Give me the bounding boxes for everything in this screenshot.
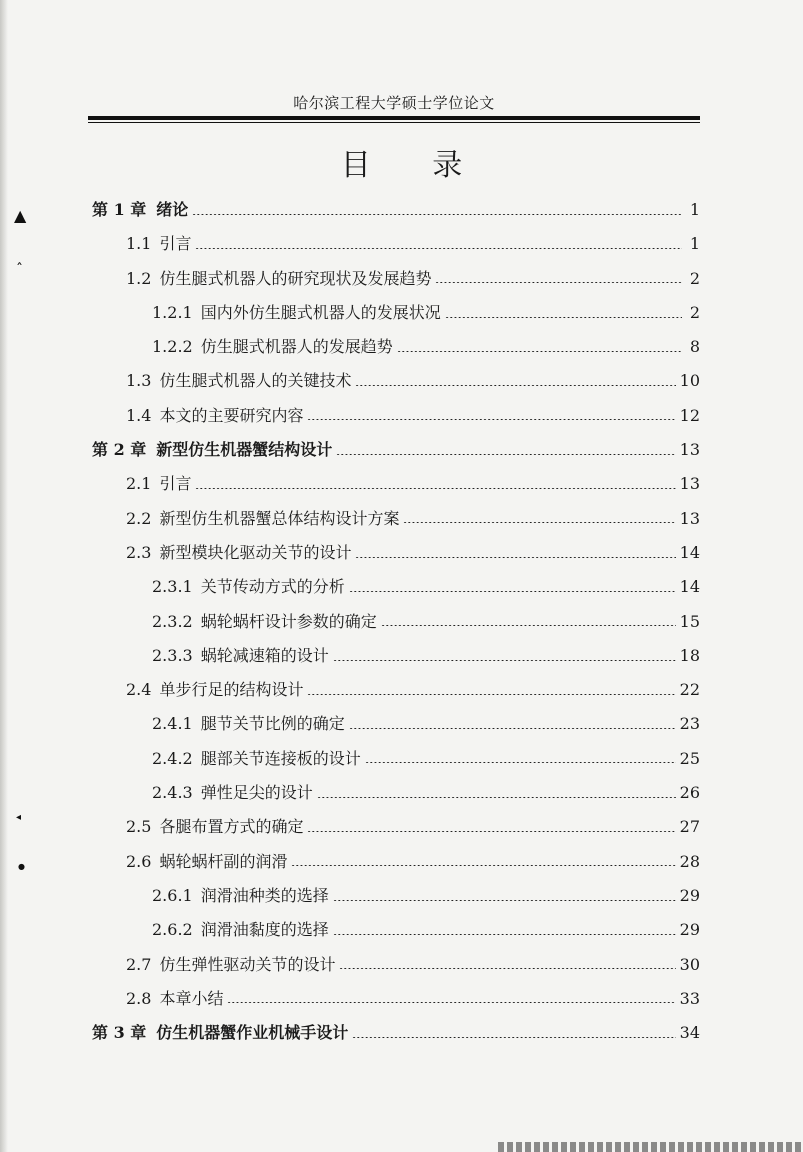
toc-entry-page: 14 [679,577,700,597]
toc-entry-title: 仿生腿式机器人的发展趋势 [200,337,393,357]
toc-entry-page: 28 [679,851,700,871]
toc-entry[interactable] [88,639,700,673]
toc-dot-leader [435,282,682,283]
toc-entry-title: 关节传动方式的分析 [200,577,345,597]
toc-dot-leader [192,214,682,215]
toc-entry-number: 1.3 [126,371,152,391]
toc-dot-leader [403,522,675,523]
toc-entry-page: 29 [679,885,700,905]
toc-entry-number: 2.4 [126,680,152,700]
toc-entry[interactable] [88,845,700,879]
toc-entry[interactable] [88,536,700,570]
toc-entry-number: 1.2.1 [152,302,193,322]
toc-entry-number: 1.4 [126,405,152,425]
toc-entry-number: 1.2.2 [152,337,193,357]
toc-entry-page: 29 [679,920,700,940]
toc-entry-page: 18 [679,645,700,665]
toc-dot-leader [333,660,676,661]
toc-entry-number: 第 3 章 [92,1023,147,1043]
toc-dot-leader [397,351,682,352]
toc-entry-title: 腿部关节连接板的设计 [200,748,361,768]
toc-entry-page: 2 [689,268,700,288]
toc-entry-page: 1 [689,234,700,254]
toc-entry-number: 2.7 [126,954,152,974]
toc-entry[interactable] [88,193,700,227]
toc-entry-title: 本章小结 [159,988,224,1008]
toc-entry[interactable] [88,262,700,296]
toc-entry-title: 仿生腿式机器人的关键技术 [159,371,352,391]
toc-entry-page: 10 [679,371,700,391]
toc-dot-leader [445,317,682,318]
toc-entry-number: 2.3.3 [152,645,193,665]
toc-entry-number: 第 1 章 [92,200,147,219]
header-rule-thin [88,122,700,123]
toc-dot-leader [381,625,676,626]
toc-entry-page: 13 [679,474,700,494]
toc-entry-title: 润滑油黏度的选择 [200,920,329,940]
toc-entry-number: 2.4.1 [152,714,193,734]
toc-entry-page: 27 [679,817,700,837]
toc-entry-page: 13 [679,508,700,528]
toc-entry-title: 弹性足尖的设计 [200,783,313,803]
toc-dot-leader [307,694,675,695]
toc-entry-title: 仿生机器蟹作业机械手设计 [156,1023,349,1043]
toc-entry[interactable] [88,605,700,639]
toc-entry-title: 润滑油种类的选择 [200,885,329,905]
toc-entry-title: 仿生腿式机器人的研究现状及发展趋势 [159,268,432,288]
toc-entry-title: 仿生弹性驱动关节的设计 [159,954,336,974]
header-rule-thick [88,116,700,120]
toc-dot-leader [195,488,675,489]
toc-dot-leader [339,968,675,969]
toc-entry-title: 绪论 [156,200,189,219]
toc-entry-number: 2.2 [126,508,152,528]
toc-title: 目 录 [340,148,489,183]
toc-entry-number: 2.4.3 [152,783,193,803]
toc-entry[interactable] [88,948,700,982]
toc-dot-leader [333,934,676,935]
scan-mark: ◂ [16,812,22,823]
toc-entry-page: 12 [679,405,700,425]
toc-entry-number: 2.3 [126,542,152,562]
toc-entry-title: 新型仿生机器蟹结构设计 [156,440,333,460]
toc-entry-page: 2 [689,302,700,322]
toc-entry-page: 1 [689,200,700,219]
toc-dot-leader [365,762,676,763]
scan-bottom-strip [498,1142,803,1152]
toc-entry-number: 2.4.2 [152,748,193,768]
toc-entry-title: 新型仿生机器蟹总体结构设计方案 [159,508,400,528]
toc-dot-leader [352,1037,675,1038]
toc-entry[interactable] [88,364,700,398]
toc-entry-page: 26 [679,783,700,803]
toc-entry[interactable] [88,810,700,844]
scan-mark: ● [18,862,25,871]
toc-entry-title: 引言 [159,474,192,494]
toc-entry-page: 33 [679,988,700,1008]
toc-entry[interactable] [88,879,700,913]
toc-entry-title: 单步行足的结构设计 [159,680,304,700]
running-header: 哈尔滨工程大学硕士学位论文 [293,94,495,112]
toc-entry-page: 25 [679,748,700,768]
scan-mark: ▲ [14,206,27,225]
table-of-contents [88,193,700,1050]
toc-entry-page: 23 [679,714,700,734]
toc-entry-number: 1.1 [126,234,152,254]
toc-entry[interactable] [88,399,700,433]
toc-dot-leader [291,865,675,866]
toc-dot-leader [317,797,676,798]
toc-entry[interactable] [88,776,700,810]
toc-entry-title: 蜗轮蜗杆副的润滑 [159,851,288,871]
toc-entry-number: 2.6.2 [152,920,193,940]
toc-dot-leader [349,591,676,592]
toc-entry-page: 15 [679,611,700,631]
toc-dot-leader [307,419,675,420]
toc-entry[interactable] [88,982,700,1016]
toc-entry-title: 蜗轮减速箱的设计 [200,645,329,665]
toc-entry-title: 本文的主要研究内容 [159,405,304,425]
toc-dot-leader [333,900,676,901]
toc-entry-page: 30 [679,954,700,974]
toc-entry-title: 腿节关节比例的确定 [200,714,345,734]
toc-entry-number: 2.3.1 [152,577,193,597]
toc-entry-number: 2.3.2 [152,611,193,631]
toc-entry[interactable] [88,913,700,947]
toc-entry[interactable] [88,330,700,364]
toc-dot-leader [336,454,675,455]
toc-entry[interactable] [88,1016,700,1050]
toc-dot-leader [195,248,682,249]
toc-entry[interactable] [88,673,700,707]
toc-entry-number: 1.2 [126,268,152,288]
toc-entry-title: 新型模块化驱动关节的设计 [159,542,352,562]
toc-entry-number: 第 2 章 [92,440,147,460]
toc-dot-leader [355,557,675,558]
toc-entry-title: 各腿布置方式的确定 [159,817,304,837]
toc-entry[interactable] [88,467,700,501]
toc-entry-page: 13 [679,440,700,460]
toc-entry[interactable] [88,570,700,604]
toc-entry-page: 34 [679,1023,700,1043]
toc-dot-leader [307,831,675,832]
toc-entry[interactable] [88,227,700,261]
toc-entry[interactable] [88,742,700,776]
toc-entry-number: 2.6.1 [152,885,193,905]
toc-entry-page: 14 [679,542,700,562]
toc-entry-title: 蜗轮蜗杆设计参数的确定 [200,611,377,631]
toc-entry-number: 2.8 [126,988,152,1008]
toc-entry-title: 引言 [159,234,192,254]
toc-entry-page: 22 [679,680,700,700]
toc-entry-title: 国内外仿生腿式机器人的发展状况 [200,302,441,322]
toc-entry[interactable] [88,707,700,741]
toc-dot-leader [355,385,675,386]
toc-entry[interactable] [88,502,700,536]
toc-dot-leader [349,728,676,729]
toc-entry[interactable] [88,433,700,467]
toc-entry-number: 2.5 [126,817,152,837]
toc-entry-number: 2.6 [126,851,152,871]
scan-mark: ˆ [16,262,23,278]
toc-entry[interactable] [88,296,700,330]
toc-entry-number: 2.1 [126,474,152,494]
toc-entry-page: 8 [689,337,700,357]
toc-dot-leader [227,1002,675,1003]
